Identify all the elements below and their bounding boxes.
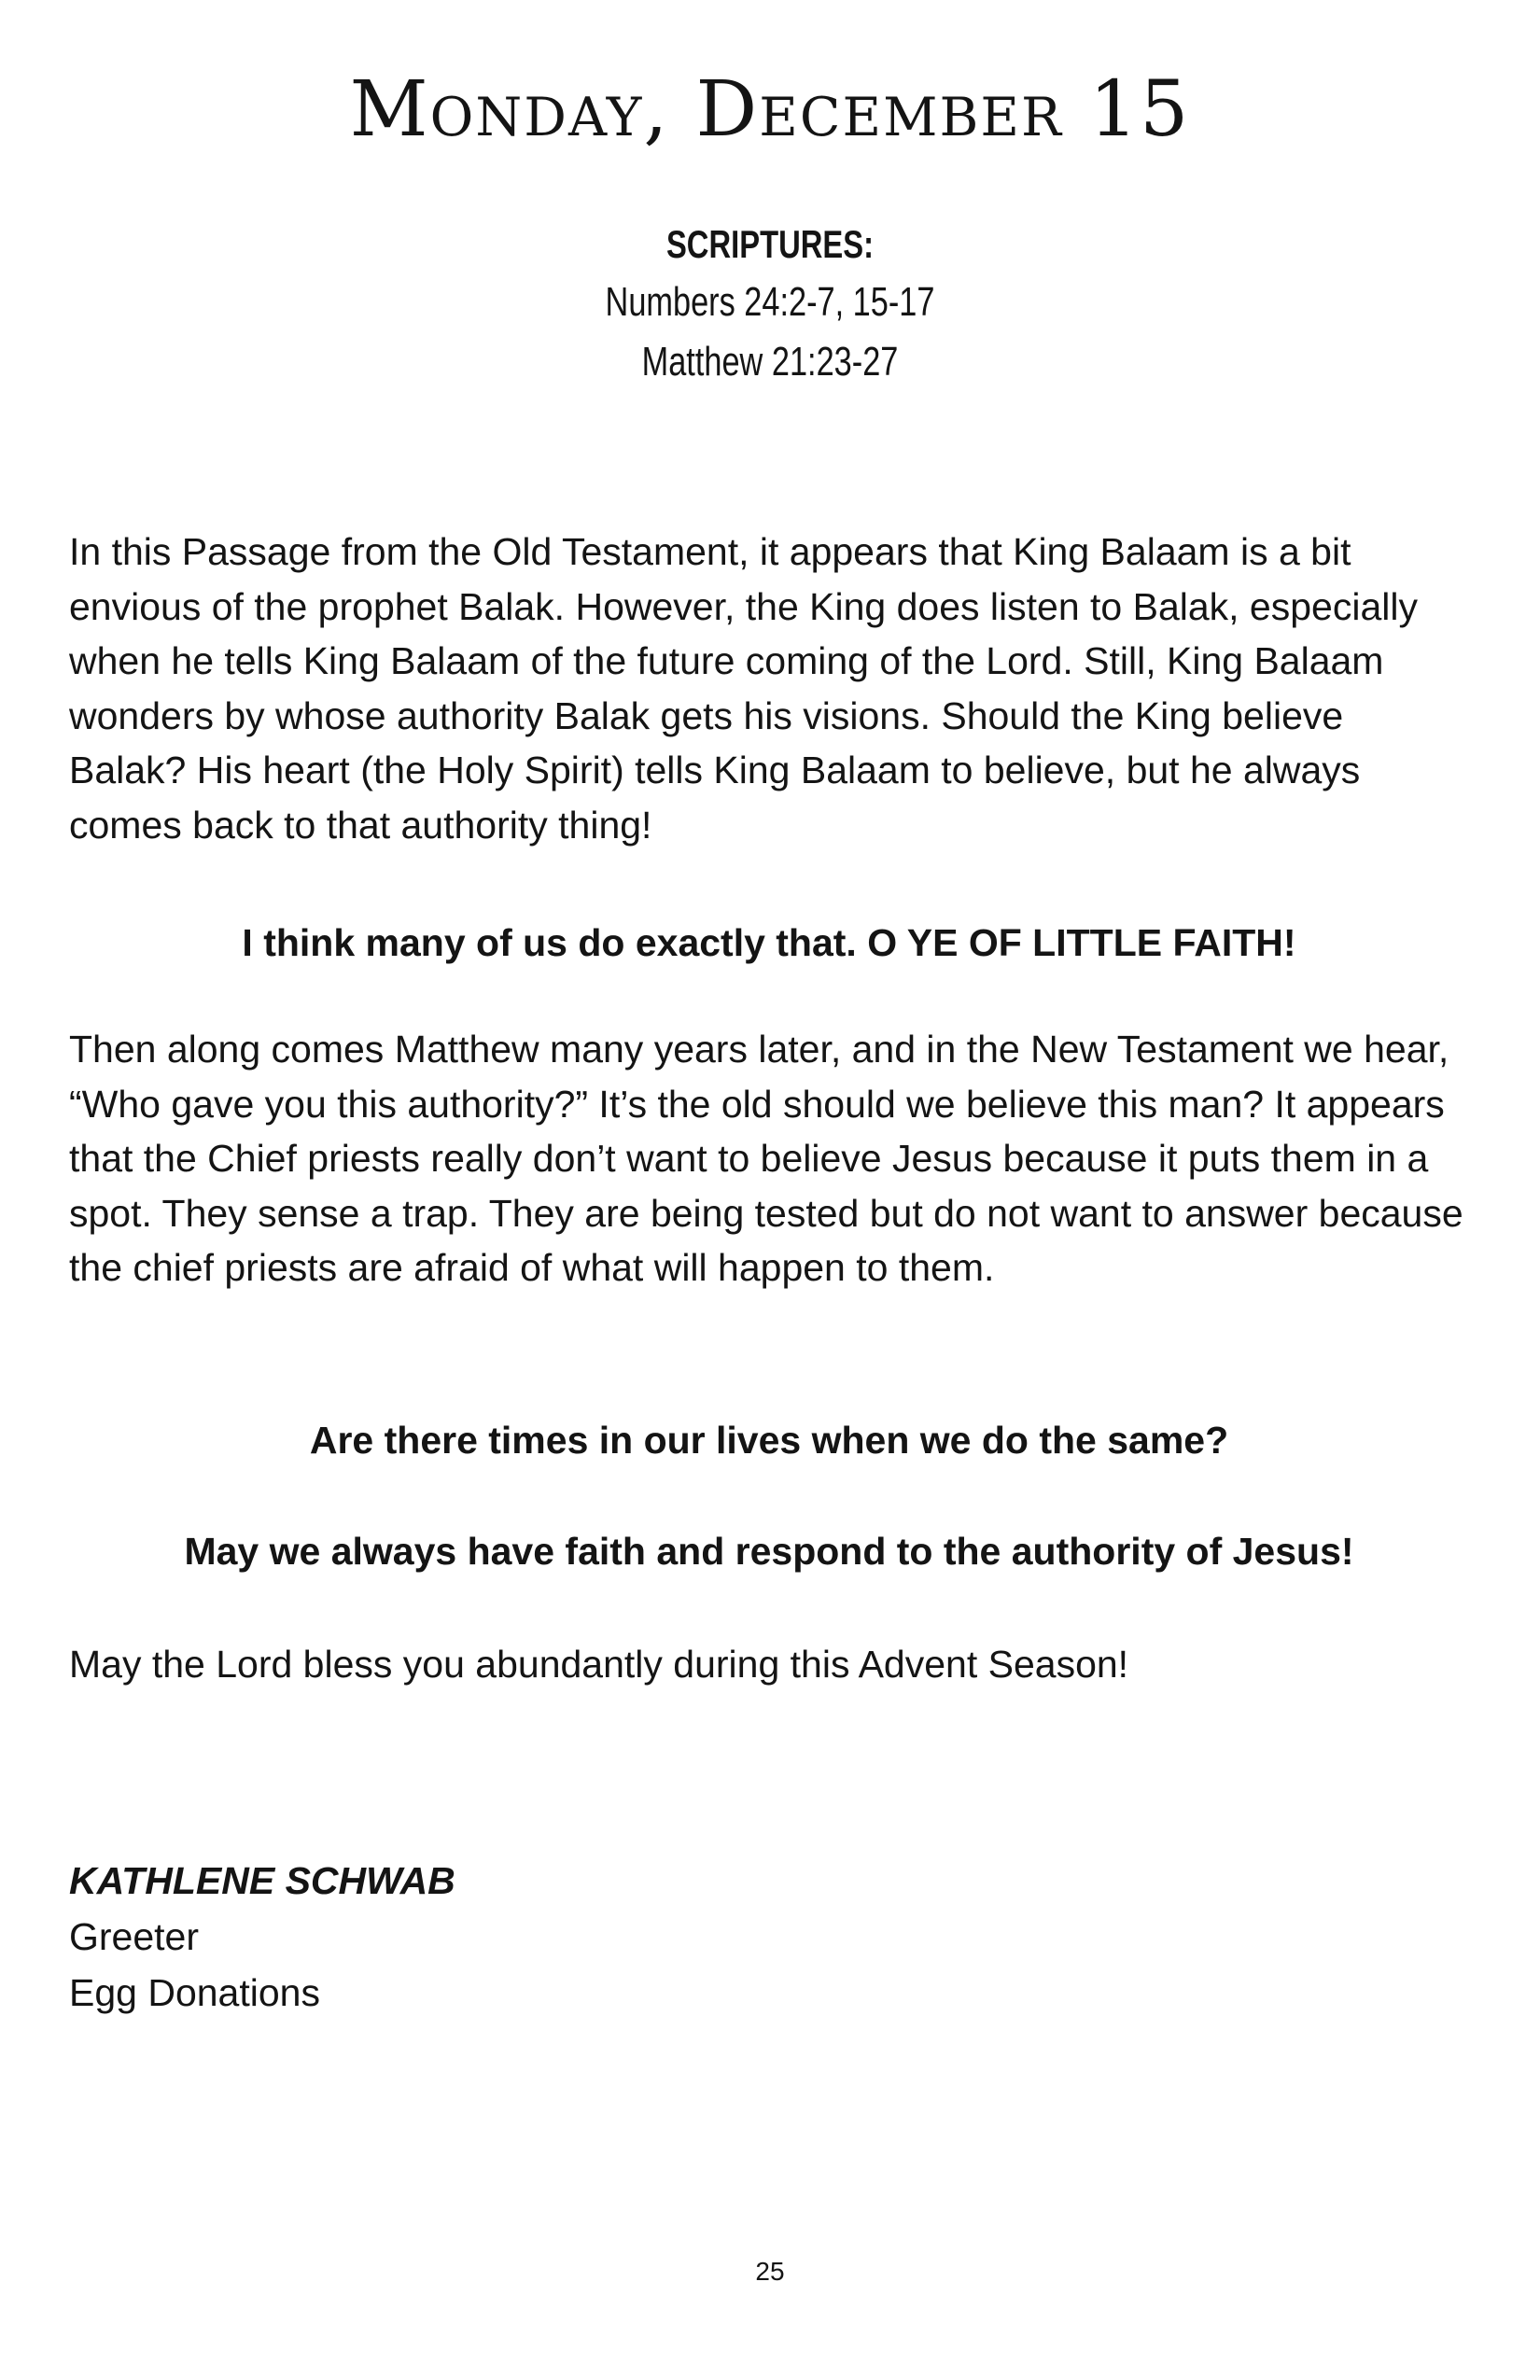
author-role: Greeter bbox=[69, 1915, 199, 1958]
closing-blessing: May the Lord bless you abundantly during this Advent Season! bbox=[69, 1643, 1129, 1686]
paragraph-new-testament: Then along comes Matthew many years later, and in the New Testament we hear, “Who gave you this authority?” It’s the old should we believe this man? It appears that the Chief priests really don’t want to believe Jesus because it puts them in a spot. They sense a trap. They are being tested but do not want to answer because the chief priests are afraid of what will happen to them. bbox=[69, 1028, 1463, 1289]
scripture-reference: Matthew 21:23-27 bbox=[641, 339, 899, 385]
scriptures-heading: SCRIPTURES: bbox=[665, 222, 875, 266]
page-number: 25 bbox=[755, 2257, 785, 2286]
author-role: Egg Donations bbox=[69, 1971, 320, 2014]
paragraph-old-testament: In this Passage from the Old Testament, it appears that King Balaam is a bit envious of the prophet Balak. However, the King does listen to Balak, especially when he tells King Balaam of the future coming of the Lord. Still, King Balaam wonders by whose authority Balak gets his visions. Should the King believe Balak? His heart (the Holy Spirit) tells King Balaam to believe, but he always comes back to that authority thing! bbox=[69, 530, 1418, 847]
emphasis-faith-response: May we always have faith and respond to the authority of Jesus! bbox=[184, 1530, 1354, 1573]
emphasis-little-faith: I think many of us do exactly that. O YE OF LITTLE FAITH! bbox=[242, 921, 1296, 964]
scriptures-section bbox=[0, 217, 1540, 392]
scripture-reference: Numbers 24:2-7, 15-17 bbox=[605, 279, 935, 325]
page-title: Monday, December 15 bbox=[349, 65, 1191, 154]
author-signature bbox=[69, 1853, 909, 2021]
author-name: KATHLENE SCHWAB bbox=[69, 1859, 455, 1902]
emphasis-question: Are there times in our lives when we do the same? bbox=[309, 1419, 1229, 1462]
